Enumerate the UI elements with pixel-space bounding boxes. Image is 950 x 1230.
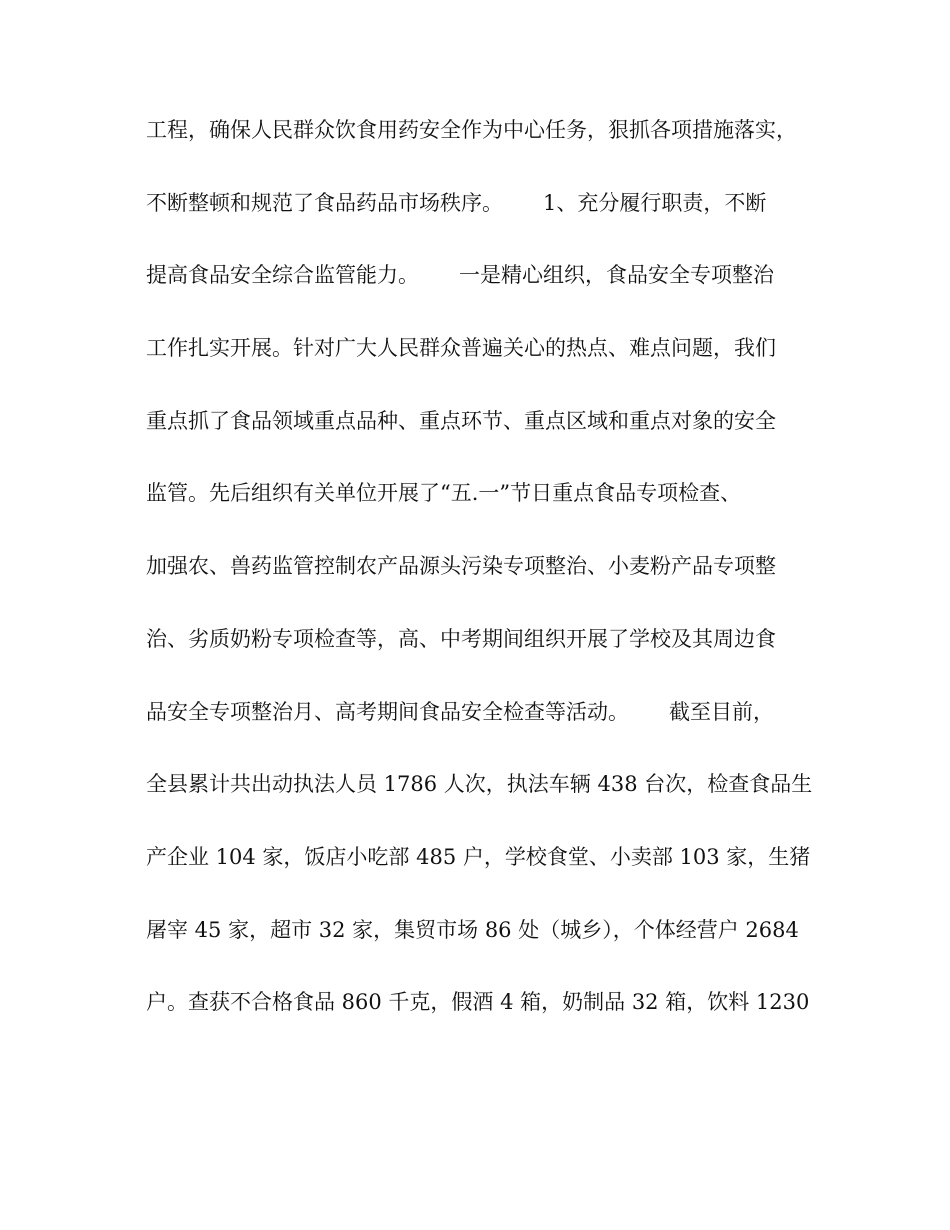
text-line: 品安全专项整治月、高考期间食品安全检查等活动。 截至目前，: [146, 699, 775, 724]
text-line: 户。查获不合格食品 860 千克，假酒 4 箱，奶制品 32 箱，饮料 1230: [146, 990, 810, 1015]
text-line: 全县累计共出动执法人员 1786 人次，执法车辆 438 台次，检查食品生: [146, 772, 813, 797]
body-text: [146, 110, 826, 1055]
text-line: 提高食品安全综合监管能力。 一是精心组织，食品安全专项整治: [146, 263, 775, 288]
text-line: 治、劣质奶粉专项检查等，高、中考期间组织开展了学校及其周边食: [146, 626, 776, 651]
text-line: 不断整顿和规范了食品药品市场秩序。 1、充分履行职责，不断: [146, 190, 767, 215]
text-line: 重点抓了食品领域重点品种、重点环节、重点区域和重点对象的安全: [146, 408, 776, 433]
text-line: 工作扎实开展。针对广大人民群众普遍关心的热点、难点问题，我们: [146, 336, 776, 361]
text-line: 产企业 104 家，饭店小吃部 485 户，学校食堂、小卖部 103 家，生猪: [146, 844, 811, 869]
text-line: 工程，确保人民群众饮食用药安全作为中心任务，狠抓各项措施落实，: [146, 118, 797, 142]
text-line: 屠宰 45 家，超市 32 家，集贸市场 86 处（城乡），个体经营户 2684: [146, 917, 799, 942]
text-line: 监管。先后组织有关单位开展了“五.一”节日重点食品专项检查、: [146, 481, 742, 506]
text-line: 加强农、兽药监管控制农产品源头污染专项整治、小麦粉产品专项整: [146, 554, 776, 579]
